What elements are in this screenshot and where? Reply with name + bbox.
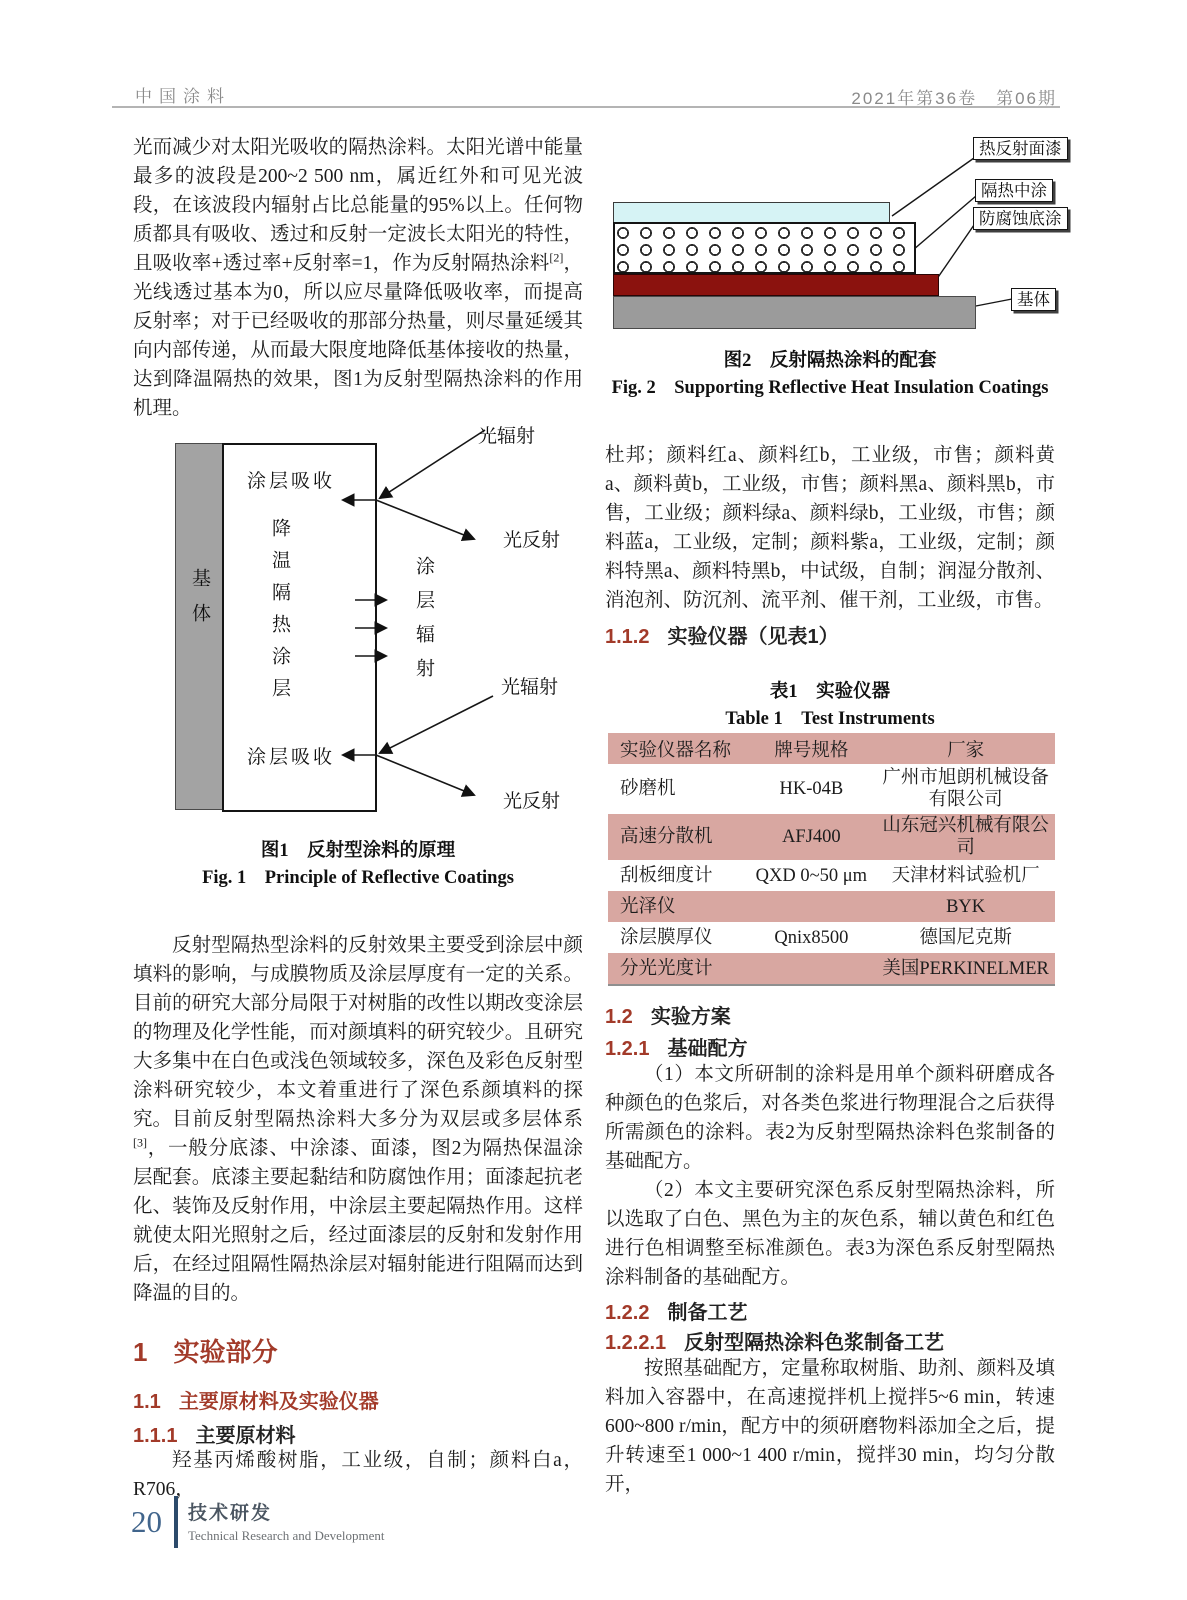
paragraph-pigment-effect: 反射型隔热型涂料的反射效果主要受到涂层中颜填料的影响，与成膜物质及涂层厚度有一定的关系。目前的研究大部分局限于对树脂的改性以期改变涂层的物理及化学性能，而对颜填料的研究较少。且研究大多集中在白色或浅色领域较多，深色及彩色反射型涂料研究较少，本文着重进行了深色系颜填料的探究。 [133,935,583,1130]
figure1-diagram [173,420,573,832]
paragraph-scheme-1: （1）本文所研制的涂料是用单个颜料研磨成各种颜色的色浆后，对各类色浆进行物理混合之后获得所需颜色的涂料。表2为反射型隔热涂料色浆制备的基础配方。 [605,1064,1055,1172]
section-1-1-2-heading [605,620,839,649]
section-1-2-2-heading [605,1296,747,1325]
section-title: 反射型隔热涂料色浆制备工艺 [684,1332,945,1354]
cell-instrument: 光泽仪 [620,896,676,917]
paragraph-intro [133,133,583,423]
section-title: 主要原材料 [195,1425,296,1447]
paragraph-process: 按照基础配方，定量称取树脂、助剂、颜料及填料加入容器中，在高速搅拌机上搅拌5~6 min，转速600~800 r/min，配方中的须研磨物料添加全之后，提升转速至1 000~1 400 r/min，搅拌30 min，均匀分散开， [605,1358,1055,1495]
journal-name: 中国涂料 [135,87,231,106]
figure1-light-in-top-label: 光辐射 [478,426,536,447]
footer-column-cn: 技术研发 [188,1503,273,1524]
paragraph-text: ，光线透过基本为0，所以应尽量降低吸收率，而提高反射率；对于已经吸收的那部分热量，则尽量延缓其向内部传递，从而最大限度地降低基体接收的热量，达到降温隔热的效果，图1为反射型隔热涂料的作用机理。 [133,253,583,419]
table-row [608,922,1055,953]
cell-model: Qnix8500 [774,927,849,948]
cell-model: QXD 0~50 μm [755,865,868,886]
figure2-primer-layer [613,274,939,296]
citation-2: [2] [549,250,564,265]
figure1-radiation-vertical-label: 涂层辐射 [413,556,434,692]
cell-manufacturer: 美国PERKINELMER [882,958,1049,979]
cell-instrument: 砂磨机 [620,779,676,799]
section-number: 1.2.2 [605,1302,650,1324]
cell-instrument: 分光光度计 [620,958,713,979]
figure1-absorb-top-label: 涂层吸收 [247,471,336,492]
cell-manufacturer: 广州市旭朗机械设备有限公司 [882,768,1049,810]
instruments-table [608,733,1055,986]
figure2-substrate-layer [613,296,976,329]
footer-column-info [174,1496,385,1548]
col-header-instrument: 实验仪器名称 [608,733,747,764]
col-header-model: 牌号规格 [747,733,877,764]
section-1-2-heading [605,1000,731,1029]
footer-column-en: Technical Research and Development [188,1528,385,1543]
cell-manufacturer: 山东冠兴机械有限公司 [882,816,1049,858]
figure1-caption-en: Fig. 1 Principle of Reflective Coatings [202,868,514,888]
paragraph-text: 目前反射型隔热涂料大多分为双层或多层体系 [172,1109,583,1130]
table1-caption-cn: 表1 实验仪器 [769,682,891,702]
figure2-primer-tag: 防腐蚀底涂 [973,207,1068,230]
section-title: 制备工艺 [667,1302,748,1324]
table-row [608,891,1055,922]
figure1-light-reflect-bottom-label: 光反射 [503,791,561,812]
table-row [608,953,1055,985]
cell-manufacturer: 天津材料试验机厂 [891,865,1040,886]
section-number: 1.1 [133,1391,161,1413]
citation-3: [3] [133,1135,147,1150]
cell-manufacturer: 德国尼克斯 [919,927,1012,948]
section-number: 1 [133,1337,148,1367]
section-title: 实验方案 [650,1006,731,1028]
section-1-1-heading [133,1385,379,1414]
figure2-diagram [605,130,1062,335]
figure2-midcoat-layer [613,222,916,274]
table-row [608,860,1055,891]
page-footer [131,1496,385,1548]
figure1-caption-cn: 图1 反射型涂料的原理 [260,841,456,861]
cell-model [747,891,877,922]
header-rule [112,106,1060,108]
cell-instrument: 涂层膜厚仪 [620,927,713,948]
cell-instrument: 刮板细度计 [620,865,713,886]
paragraph-materials-list: 杜邦；颜料红a、颜料红b，工业级，市售；颜料黄a、颜料黄b，工业级，市售；颜料黑a、颜料黑b，市售，工业级；颜料绿a、颜料绿b，工业级，市售；颜料蓝a，工业级，定制；颜料紫a，工业级，定制；颜料特黑a、颜料特黑b，中试级，自制；润湿分散剂、消泡剂、防沉剂、流平剂、催干剂，工业级，市售。 [605,445,1055,611]
section-title: 主要原材料及实验仪器 [178,1391,379,1413]
section-1-2-2-1-heading [605,1326,944,1355]
section-number: 1.2.1 [605,1038,650,1060]
paragraph-scheme-2: （2）本文主要研究深色系反射型隔热涂料，所以选取了白色、黑色为主的灰色系，辅以黄色和红色进行色相调整至标准颜色。表3为深色系反射型隔热涂料制备的基础配方。 [605,1180,1055,1288]
paragraph-multilayer [133,1105,583,1308]
section-number: 1.1.1 [133,1425,178,1447]
figure1-arrows-graphic [173,420,573,832]
section-title: 实验部分 [173,1337,278,1367]
section-1-2-1-heading [605,1032,747,1061]
table-row [608,814,1055,860]
figure2-substrate-tag: 基体 [1011,288,1056,311]
section-title: 基础配方 [667,1038,748,1060]
col-header-manufacturer: 厂家 [876,733,1055,764]
figure2-caption-cn: 图2 反射隔热涂料的配套 [723,351,937,371]
figure2-topcoat-tag: 热反射面漆 [973,137,1068,160]
cell-model: HK-04B [779,779,844,799]
figure1-substrate-label: 基体 [189,568,210,638]
page-number: 20 [131,1504,162,1539]
figure2-caption-en: Fig. 2 Supporting Reflective Heat Insulation Coatings [611,378,1049,398]
cell-manufacturer: BYK [946,896,986,917]
figure1-absorb-bottom-label: 涂层吸收 [247,747,336,768]
section-title: 实验仪器（见表1） [667,626,839,648]
table-row [608,764,1055,814]
table1-caption-en: Table 1 Test Instruments [725,709,935,729]
paragraph-raw-materials-start: 羟基丙烯酸树脂，工业级，自制；颜料白a，R706， [133,1450,583,1500]
figure2-midcoat-tag: 隔热中涂 [975,179,1053,202]
figure1-light-reflect-top-label: 光反射 [503,530,561,551]
section-number: 1.2.2.1 [605,1332,667,1354]
table-header-row [608,733,1055,764]
section-number: 1.2 [605,1006,633,1028]
cell-model: AFJ400 [782,827,841,847]
figure1-coating-vertical-label: 降温隔热涂层 [269,518,290,710]
issue-info: 2021年第36卷 第06期 [851,89,1057,108]
section-1-heading [133,1332,277,1369]
section-1-1-1-heading [133,1419,295,1448]
figure2-topcoat-layer [613,202,890,223]
cell-model [747,953,877,985]
paragraph-text: ，一般分底漆、中涂漆、面漆，图2为隔热保温涂层配套。底漆主要起黏结和防腐蚀作用；面漆起抗老化、装饰及反射作用，中涂层主要起隔热作用。这样就使太阳光照射之后，经过面漆层的反射和发射作用后，在经过阻隔性隔热涂层对辐射能进行阻隔而达到降温的目的。 [133,1138,583,1304]
figure1-light-in-bottom-label: 光辐射 [501,677,559,698]
section-number: 1.1.2 [605,626,650,648]
paragraph-text: 光而减少对太阳光吸收的隔热涂料。太阳光谱中能量最多的波段是200~2 500 nm，属近红外和可见光波段，在该波段内辐射占比总能量的95%以上。任何物质都具有吸收、透过和反射一定波长太阳光的特性，且吸收率+透过率+反射率=1，作为反射隔热涂料 [133,137,583,274]
cell-instrument: 高速分散机 [620,827,713,847]
